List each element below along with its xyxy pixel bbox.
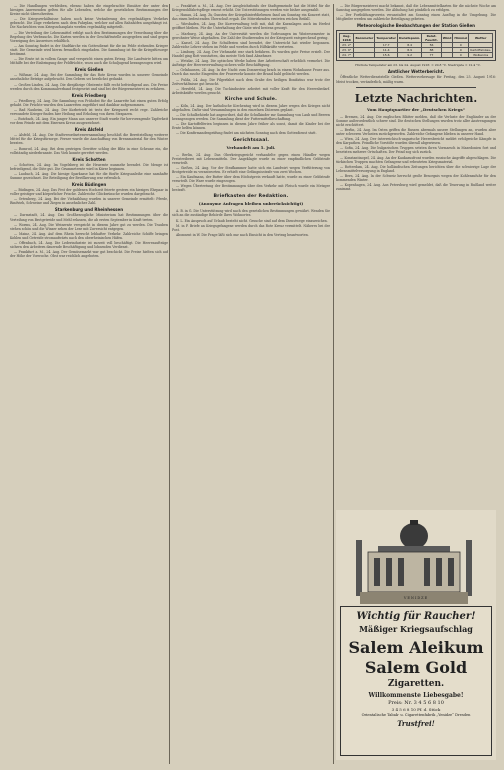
weather-cell: 24. 7° [340, 53, 354, 58]
article-text: — Limburg, 24. Aug. Der Viehmarkt war stark befahren. Es wurden gute Preise erzielt. Der Handel ging flott vonstatten, das meiste Vieh fand Abnehmer. [172, 49, 330, 59]
weather-header-cell: Barometer [354, 34, 375, 43]
article-text: — Laubach, 24. Aug. Die hiesige Sparkasse hat für die fünfte Kriegsanleihe eine namhafte Summe gezeichnet. Die Beteiligung der Bevölkerung war erfreulich. [10, 171, 168, 180]
weather-row [340, 53, 493, 58]
weather-header-cell: Aug. 1916 [340, 34, 354, 43]
weather-header-cell: Wetter [469, 34, 493, 43]
article-text: — Büdingen, 24. Aug. Das Fest der goldenen Hochzeit feierte gestern ein hiesiges Ehepaar in voller geistiger und körperlicher Frische. Zahlreiche Glückwünsche wurden dargebracht. [10, 188, 168, 197]
weather-table-body [340, 43, 493, 58]
section-subheading: Verhandelt am 5. Juli. [226, 144, 276, 150]
article-text: — Marburg, 24. Aug. An der Universität werden die Vorlesungen im Wintersemester in gewohnter Weise abgehalten. Die Zahl der Studierenden ist der Kriegszeit entsprechend gering. [172, 31, 330, 40]
article-text: — Großen-Linden, 24. Aug. Die diesjährige Obsternte fällt recht befriedigend aus. Die Preise werden durch den Kommunalverband festgesetzt und sind bei der Bürgermeisterei zu erfahren. [10, 82, 168, 91]
article-text: — Berlin, 24. Aug. Im Osten griffen die Russen abermals unsere Stellungen an, wurden aber unter schweren Verlusten zurückgeworfen. Zahlreiche Gefangene blieben in unserer Hand. [336, 127, 496, 137]
column-middle [172, 4, 330, 764]
article-text: — Die Kriegsverhältnisse haben noch keine Veränderung des regelmäßigen Verkehrs gebracht. Die Züge verkehren nach dem Fahrplan, welcher auf allen Bahnhöfen ausgehängt ist. Die Nachrichten vom Kriegsschauplatz werden regelmäßig mitgeteilt. [10, 17, 168, 30]
weather-cell: 8.9 [397, 48, 421, 53]
article-text: — Die Bürgermeisterei macht bekannt, daß die Lebensmittelkarten für die nächste Woche am Samstag ausgegeben werden. Die Abholung hat pünktlich zu erfolgen. [336, 4, 496, 13]
article-text: — Berlin, 24. Aug. Das Oberkriegsgericht verhandelte gegen einen Händler wegen Preistreiberei mit Lebensmitteln. Der Angeklagte wurde zu einer empfindlichen Geldstrafe verurteilt. [172, 152, 330, 165]
article-text: — Romrod, 24. Aug. Bei dem gestrigen Gewitter schlug der Blitz in eine Scheune ein, die vollständig niederbrannte. Das Vieh konnte gerettet werden. [10, 146, 168, 155]
article-text: — Sofia, 24. Aug. Die bulgarischen Truppen setzten ihren Vormarsch in Mazedonien fort und besetzten mehrere Ortschaften. Der Feind zog sich zurück. [336, 146, 496, 155]
weather-cell: Wolkenlos [469, 53, 493, 58]
section-heading: Gerichtssaal. [232, 137, 270, 143]
section-heading: Kreis Büdingen [71, 182, 107, 188]
weather-footnote: Höchste Temperatur am 23. bis 24. August 1916: = 20.8 °C. Niedrigste = 12.4 °C. [355, 63, 481, 68]
weather-header-cell: Himmel [453, 34, 469, 43]
weather-cell: Kartoffelnäss- [470, 48, 491, 53]
article-text: — Wegen Übertretung der Bestimmungen über den Verkehr mit Fleisch wurde ein Metzger bestraft. [172, 184, 330, 193]
article-text: — Fulda, 24. Aug. Die Pilgerfahrt nach dem Grabe des heiligen Bonifatius war trotz der Zeitverhältnisse gut besucht. [172, 77, 330, 86]
article-text: — Bern, 24. Aug. In der Schweiz herrscht große Besorgnis wegen der Kohlenzufuhr für den kommenden Winter. [336, 173, 496, 182]
article-text: — Rotterdam, 24. Aug. Die holländischen Zeitungen berichten über die schwierige Lage der Lebensmittelversorgung in England. [336, 164, 496, 173]
article-text: — Hersfeld, 24. Aug. Die Tuchindustrie arbeitet mit voller Kraft für den Heeresbedarf. Arbeitskräfte werden gesucht. [172, 86, 330, 95]
article-text: — Ortenberg, 24. Aug. Bei der Viehzählung wurden in unserer Gemeinde ermittelt: Pferde, Rindvieh, Schweine und Ziegen in ansehnlicher Zahl. [10, 197, 168, 206]
ad-tagline: Zigaretten. [387, 679, 445, 689]
weather-cell [354, 53, 375, 58]
section-heading: Kreis Schotten [72, 156, 106, 162]
article-text: — Gelnhausen, 24. Aug. In der Nacht zum Donnerstag brach in einem Wohnhause Feuer aus. Durch das rasche Eingreifen der Feuerwehr konnte der Brand bald gelöscht werden. [172, 68, 330, 77]
ad-trust: Trustfrei! [397, 719, 435, 728]
article-text: — Konstantinopel, 24. Aug. An der Kaukasusfront wurden russische Angriffe abgeschlagen. Die türkischen Truppen machten Gefangene und erbeuteten Kriegsmaterial. [336, 155, 496, 164]
article-text: — Mainz, 24. Aug. Auf dem Rhein herrscht lebhafter Verkehr. Zahlreiche Schiffe bringen Kohlen und Getreide stromaufwärts nach den oberrheinischen Häfen. [10, 231, 168, 240]
advertisement [336, 510, 496, 760]
divider [356, 87, 476, 88]
article-text: — Wien, 24. Aug. Der österreichisch-ungarische Heeresbericht meldet erfolgreiche Kämpfe in den Karpathen. Feindliche Vorstöße wurden überall abgewiesen. [336, 137, 496, 146]
product-salem-gold: Salem Gold [364, 658, 468, 677]
column-rule [333, 4, 334, 764]
section-heading: Kreis Friedberg [71, 92, 107, 98]
forecast-text: Öffentliche Wetterdienststelle Gießen. Wettervorhersage für Freitag, den 25. August 1916: Meist trocken, veränderlich, mäßig warm. [336, 75, 496, 84]
article-text: K. L. Ein Anspruch auf Urlaub besteht nicht. Gesuche sind auf dem Dienstwege einzureichen. [176, 218, 328, 223]
weather-cell: 11.4 [375, 48, 398, 53]
weather-table-header [340, 34, 493, 43]
tin-illustration [350, 520, 478, 606]
weather-cell: 0 [453, 48, 469, 53]
section-subheading: (Anonyme Anfragen bleiben unberücksichtigt) [198, 201, 304, 207]
weather-cell: 23. 9° [340, 48, 354, 53]
ad-slogan: Wichtig für Raucher! [356, 611, 476, 622]
ad-welcome: Willkommenste Liebesgabe! [368, 692, 464, 699]
weather-cell: 56 [422, 43, 441, 48]
weather-header-cell: Temperatur [375, 34, 398, 43]
article-text: — Wetzlar, 24. Aug. Die optischen Werke haben ihre Arbeiterschaft erheblich vermehrt. Die Aufträge der Heeresverwaltung sichern volle Beschäftigung. [172, 59, 330, 68]
article-text: A. B. in G. Die Unterstützung wird nach den gesetzlichen Bestimmungen gewährt. Wenden Sie sich an die zuständige Behörde Ihres Wohnortes. [172, 209, 330, 218]
article-text: — Kassel, 24. Aug. Die Schulferien sind beendet, der Unterricht hat wieder begonnen. Zahlreiche Lehrer stehen im Felde und werden durch Hilfskräfte vertreten. [172, 40, 330, 49]
weather-title: Meteorologische Beobachtungen der Station Gießen [356, 23, 476, 29]
article-text: — Am Sonntag findet in der Stadtkirche ein Gottesdienst für die im Felde stehenden Krieger statt. Die Gemeinde wird hierzu freundlich eingeladen. Die Sammlung ist für die Kriegsfürsorge bestimmt. [10, 43, 168, 57]
article-text: — Wißmar, 24. Aug. Bei der Sammlung für das Rote Kreuz wurden in unserer Gemeinde ansehnliche Beträge aufgebracht. Den Gebern sei herzlichst gedankt. [10, 73, 168, 82]
weather-cell [441, 53, 453, 58]
forecast-title: Amtlicher Wetterbericht. [387, 69, 445, 75]
article-text: — Frankfurt a. M., 24. Aug. Der Gemüsemarkt war gut beschickt. Die Preise hielten sich auf der Höhe der Vorwoche. Obst war reichlich angeboten. [10, 250, 168, 259]
article-text: — Bremen, 24. Aug. Die englischen Blätter melden, daß die Verluste der Engländer an der Somme außerordentlich schwer sind. Die deutschen Stellungen wurden trotz aller Anstrengungen nicht erschüttert. [336, 114, 496, 127]
section-heading: Briefkasten der Redaktion. [213, 194, 289, 200]
article-text: Abonnent in W. Die Frage läßt sich nur nach Einsicht in den Vertrag beantworten. [176, 232, 309, 237]
weather-cell: 0 [453, 53, 469, 58]
article-text: — Bad Nauheim, 24. Aug. Der Kurbetrieb ist trotz der Kriegszeit recht rege. Zahlreiche verwundete Krieger finden hier Heilung und Erholung von ihren Strapazen. [10, 107, 168, 116]
news-title: Letzte Nachrichten. [354, 91, 478, 105]
article-text: — Der Fortbildungsverein veranstaltet am Sonntag einen Ausflug in die Umgebung. Die Mitglieder werden um zahlreiche Beteiligung gebeten. [336, 13, 496, 22]
article-text: — Frankfurt a. M., 24. Aug. Der Ausgleichsfonds der Stadtgemeinde hat die Mittel für die Kriegswohlfahrtspflege erneut erhöht. Die Unterstützungen werden wie bisher ausgezahlt. [172, 4, 330, 13]
article-text: — Schotten, 24. Aug. Im Vogelsberg ist die Heuernte nunmehr beendet. Die Menge ist befriedigend, die Güte gut. Die Grummeternte wird in Kürze beginnen. [10, 162, 168, 171]
article-text: — Die Kartoffelferien beginnen in diesem Jahre früher als sonst, damit die Kinder bei der Ernte helfen können. [172, 122, 330, 131]
article-text: — Offenbach, 24. Aug. Die Lederindustrie ist zurzeit voll beschäftigt. Die Heeresaufträge sichern den Arbeitern dauernde Beschäftigung und lohnenden Verdienst. [10, 241, 168, 250]
weather-header-cell: Dunstspann. [397, 34, 421, 43]
column-left [10, 4, 168, 764]
article-text: — Butzbach, 24. Aug. Ein junger Mann aus unserer Stadt wurde für hervorragende Tapferkeit vor dem Feinde mit dem Eisernen Kreuz ausgezeichnet. [10, 117, 168, 126]
article-text: — Die Verteilung der Lebensmittel erfolgt nach den Bestimmungen der Verordnung über die Regelung des Verbrauchs. Die Karten werden in der Geschäftsstelle ausgegeben und sind gegen Vorzeigung des Ausweises erhältlich. [10, 30, 168, 43]
article-text: — Wiesbaden, 24. Aug. Die Kurverwaltung teilt mit, daß die Kuranlagen auch im Herbst geöffnet bleiben. Für die Unterhaltung der Gäste wird bestens gesorgt. [172, 22, 330, 31]
brand-label: VENIDZE [403, 596, 429, 600]
section-heading: Kreis Alsfeld [74, 127, 104, 133]
ad-frame [340, 606, 492, 756]
weather-cell: 8.4 [397, 43, 421, 48]
article-text: — Hanau, 24. Aug. Zu Gunsten der Kriegshinterbliebenen fand am Sonntag ein Konzert statt, das einen bedeutenden Überschuß ergab. Die Mitwirkenden ernteten reichen Beifall. [172, 13, 330, 22]
article-text: — Worms, 24. Aug. Die Weinernte verspricht in diesem Jahre gut zu werden. Die Trauben stehen schön und die Winzer sehen der Lese mit Zuversicht entgegen. [10, 222, 168, 231]
section-heading: Kirche und Schule. [224, 96, 278, 102]
ad-price-sub: 3 4 5 6 8 10 Pf. d. Stück [391, 707, 441, 712]
weather-cell: 9.2 [397, 53, 421, 58]
article-text: — Die Handlungen verbleiben, ebenso haben die eingebrachte Einsätze der unter den hiesigen Anwesenden gelten für alle Lebenden, welche die gesetzlichen Bestimmungen der Kreise nicht überschreiten. [10, 4, 168, 17]
article-text: — Darmstadt, 24. Aug. Das Großherzogliche Ministerium hat Bestimmungen über die Verteilung von Brotgetreide und Mehl erlassen, die ab ersten September in Kraft treten. [10, 213, 168, 222]
weather-table [339, 33, 493, 58]
weather-table-box [336, 30, 496, 61]
article-text: — Köln, 24. Aug. Der katholische Kirchentag wird in diesem Jahre wegen des Krieges nicht abgehalten. Dafür sind Versammlungen in den einzelnen Diözesen geplant. [172, 103, 330, 112]
ad-maker: Orientalische Tabak- u. Cigarettenfabrik „Yenidze“ Dresden [361, 713, 471, 717]
weather-cell: 77 [422, 53, 441, 58]
article-text: M. in F. Briefe an Kriegsgefangene werden durch das Rote Kreuz vermittelt. Näheres bei der Post. [172, 223, 330, 232]
weather-header-cell: Relat. Feucht. [422, 34, 441, 43]
weather-cell: 23. 2° [340, 43, 354, 48]
section-heading: Starkenburg und Rheinhessen [54, 207, 124, 213]
weather-cell: 17.7 [375, 43, 398, 48]
weather-cell: 0 [453, 43, 469, 48]
article-text: — Die Konfirmandenprüfung findet am nächsten Sonntag nach dem Gottesdienst statt. [176, 131, 317, 136]
product-salem-aleikum: Salem Aleikum [348, 638, 484, 657]
article-text: — Gießen, 24. Aug. Vor der Strafkammer hatte sich ein Landwirt wegen Verfütterung von Brotgetreide zu verantworten. Er erhielt eine Gefängnisstrafe von zwei Wochen. [172, 165, 330, 174]
article-text: — Friedberg, 24. Aug. Die Sammlung von Frühobst für die Lazarette hat einen guten Erfolg gehabt. Die Früchte wurden den Lazaretten zugeführt und dankbar aufgenommen. [10, 98, 168, 107]
section-heading: Kreis Gießen [74, 67, 104, 73]
article-text: — Alsfeld, 24. Aug. Die Stadtverordnetenversammlung beschloß die Bereitstellung weiterer Mittel für die Kriegsfürsorge. Ferner wurde die Anschaffung von Brennmaterial für den Winter beraten. [10, 133, 168, 146]
weather-header-cell: Wind [441, 34, 453, 43]
ad-prices: Preis: Nr. 3 4 5 6 8 10 [388, 700, 444, 706]
news-subtitle: Vom Hauptquartier der „Deutschen Kriegs“ [366, 106, 466, 112]
article-text: — Die Ernte ist in vollem Gange und verspricht einen guten Ertrag. Die Landwirte bitten um Mithilfe bei der Einbringung der Feldfrüchte, wozu auch die Schuljugend herangezogen wird. [10, 57, 168, 66]
column-rule [169, 4, 170, 764]
article-text: — Kopenhagen, 24. Aug. Aus Petersburg wird gemeldet, daß die Teuerung in Rußland weiter zunimmt. [336, 183, 496, 192]
article-text: — Die Schulbehörde hat angeordnet, daß die Schulkinder zur Sammlung von Laub und Beeren herangezogen werden. Die Sammlung dient der Futtermittelbeschaffung. [172, 113, 330, 122]
weather-cell: 88 [422, 48, 441, 53]
ad-surcharge: Mäßiger Kriegsaufschlag [359, 624, 473, 634]
article-text: — Ein Kaufmann, der Butter über dem Höchstpreis verkauft hatte, wurde zu einer Geldstrafe verurteilt. Die Ware wurde eingezogen. [172, 175, 330, 184]
weather-cell: 15.6 [375, 53, 398, 58]
